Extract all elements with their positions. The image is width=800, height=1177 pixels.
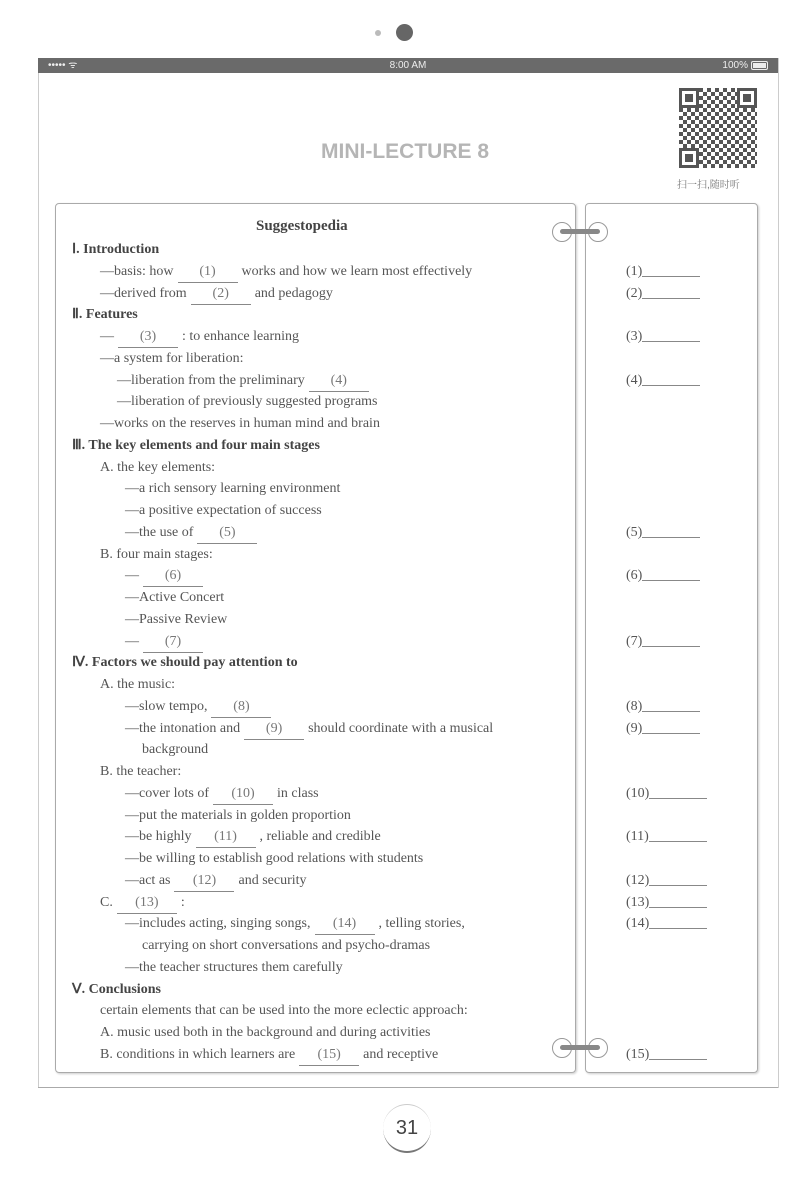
line-text: : to enhance learning	[182, 329, 300, 344]
outline-line	[125, 958, 343, 978]
answer-number: (8)	[626, 698, 643, 714]
answer-slot[interactable]	[626, 697, 700, 717]
answer-number: (6)	[626, 568, 643, 584]
outline-line	[117, 392, 378, 412]
answer-line[interactable]	[642, 632, 700, 647]
line-text: —includes acting, singing songs,	[125, 916, 311, 932]
line-text: —the intonation and	[125, 720, 241, 736]
outline-line	[125, 784, 319, 805]
fill-in-blank: (12)	[174, 871, 234, 892]
answer-line[interactable]	[649, 914, 707, 929]
outline-line	[100, 545, 213, 565]
line-text: —put the materials in golden proportion	[125, 807, 351, 823]
line-text: works and how we learn most effectively	[241, 263, 473, 279]
status-time: 8:00 AM	[389, 60, 427, 71]
binder-ring-icon	[552, 222, 608, 242]
answer-line[interactable]	[649, 784, 707, 799]
answer-line[interactable]	[642, 284, 700, 299]
fill-in-blank: (1)	[178, 262, 238, 283]
line-text: , telling stories,	[378, 916, 465, 932]
answer-number: (10)	[626, 785, 650, 801]
line-text: A. music used both in the background and during activities	[100, 1025, 431, 1040]
outline-line	[142, 936, 430, 956]
outline-line	[100, 327, 299, 348]
answer-slot[interactable]	[626, 523, 700, 543]
answer-slot[interactable]	[626, 827, 707, 847]
line-text: —act as	[125, 872, 171, 888]
outline-line	[142, 740, 208, 760]
line-text: —liberation from the preliminary	[117, 372, 305, 388]
line-text: —a system for liberation:	[100, 350, 244, 366]
line-text: A. the key elements:	[100, 459, 216, 475]
fill-in-blank: (4)	[309, 371, 369, 392]
line-text: —be highly	[125, 829, 192, 845]
fill-in-blank: (10)	[213, 784, 273, 805]
answer-number: (3)	[626, 329, 643, 344]
line-text: —cover lots of	[125, 785, 209, 801]
line-text: Ⅲ. The key elements and four main stages	[72, 437, 320, 453]
outline-line	[125, 479, 340, 499]
answer-slot[interactable]	[626, 566, 700, 586]
answer-number: (5)	[626, 524, 643, 540]
answer-number: (1)	[626, 263, 643, 279]
answer-slot[interactable]	[626, 1045, 707, 1065]
outline-line	[100, 284, 333, 305]
worksheet-subtitle: Suggestopedia	[256, 218, 348, 234]
section-heading	[72, 305, 138, 325]
line-text: —the teacher structures them carefully	[125, 959, 343, 975]
answer-line[interactable]	[642, 523, 700, 538]
line-text: B. conditions in which learners are	[100, 1046, 296, 1062]
line-text: B. the teacher:	[100, 764, 182, 779]
answer-slot[interactable]	[626, 871, 707, 891]
answer-slot[interactable]	[626, 284, 700, 304]
divider	[38, 1087, 778, 1088]
line-text: —	[125, 568, 139, 584]
line-text: —the use of	[125, 524, 194, 540]
line-text: Ⅰ. Introduction	[72, 242, 160, 257]
answer-line[interactable]	[649, 871, 707, 886]
line-text: C.	[100, 894, 113, 910]
fill-in-blank: (6)	[143, 566, 203, 587]
line-text: Ⅴ. Conclusions	[72, 981, 161, 997]
answer-slot[interactable]	[626, 262, 700, 282]
line-text: , reliable and credible	[259, 829, 381, 845]
answer-line[interactable]	[642, 566, 700, 581]
page-indicator-dot[interactable]	[375, 30, 381, 36]
line-text: and pedagogy	[254, 285, 333, 301]
outline-line	[100, 414, 380, 434]
fill-in-blank: (9)	[244, 719, 304, 740]
answer-number: (15)	[626, 1046, 650, 1062]
line-text: —a positive expectation of success	[125, 503, 322, 518]
line-text: background	[142, 742, 209, 758]
line-text: in class	[276, 785, 319, 801]
answer-line[interactable]	[642, 719, 700, 734]
signal-wifi-icon: ••••• ᯤ	[48, 60, 78, 71]
battery-icon	[751, 61, 768, 70]
outline-line	[117, 371, 373, 392]
outline-line	[100, 458, 215, 478]
answer-number: (9)	[626, 720, 643, 736]
answer-slot[interactable]	[626, 632, 700, 652]
answer-slot[interactable]	[626, 327, 700, 347]
answer-line[interactable]	[642, 697, 700, 712]
answer-number: (13)	[626, 894, 650, 910]
answer-number: (7)	[626, 633, 643, 649]
line-text: —derived from	[100, 285, 187, 301]
binder-ring-icon	[552, 1038, 608, 1058]
outline-line	[125, 827, 381, 848]
fill-in-blank: (11)	[196, 827, 256, 848]
outline-line	[100, 893, 185, 914]
outline-line	[125, 849, 423, 869]
line-text: Ⅱ. Features	[72, 307, 138, 323]
line-text: —be willing to establish good relations with students	[125, 851, 424, 866]
outline-line	[125, 697, 275, 718]
line-text: and security	[238, 872, 307, 888]
fill-in-blank: (7)	[143, 632, 203, 653]
answer-slot[interactable]	[626, 784, 707, 804]
answer-slot[interactable]	[626, 914, 707, 934]
page-number: 31	[383, 1104, 431, 1153]
line-text: —slow tempo,	[125, 698, 208, 714]
qr-code-icon[interactable]	[679, 88, 757, 168]
answer-slot[interactable]	[626, 893, 707, 913]
page-title: MINI-LECTURE 8	[321, 140, 489, 163]
outline-line	[125, 871, 307, 892]
fill-in-blank: (15)	[299, 1045, 359, 1066]
line-text: —works on the reserves in human mind and brain	[100, 416, 380, 431]
answer-number: (12)	[626, 872, 650, 888]
answer-number: (14)	[626, 916, 650, 932]
outline-line	[125, 719, 493, 740]
outline-line	[125, 914, 465, 935]
line-text: and receptive	[363, 1046, 439, 1062]
outline-line	[125, 523, 261, 544]
line-text: —Active Concert	[125, 590, 225, 605]
qr-caption: 扫一扫,随时听	[677, 180, 740, 191]
outline-line	[125, 501, 322, 521]
outline-line	[100, 349, 243, 369]
answer-number: (4)	[626, 372, 643, 388]
section-heading	[72, 240, 159, 260]
section-heading	[72, 653, 298, 673]
line-text: —	[125, 633, 139, 649]
line-text: —basis: how	[100, 263, 174, 279]
section-heading	[72, 436, 320, 456]
outline-line	[125, 610, 227, 630]
answer-line[interactable]	[642, 262, 700, 277]
answer-line[interactable]	[642, 327, 700, 342]
answer-number: (11)	[626, 829, 649, 845]
fill-in-blank: (14)	[315, 914, 375, 935]
line-text: —	[100, 329, 114, 344]
line-text: :	[180, 894, 185, 910]
answer-number: (2)	[626, 285, 643, 301]
fill-in-blank: (13)	[117, 893, 177, 914]
line-text: —liberation of previously suggested programs	[117, 394, 378, 410]
answer-line[interactable]	[649, 827, 707, 842]
line-text: A. the music:	[100, 677, 176, 692]
answer-slot[interactable]	[626, 719, 700, 739]
status-bar	[38, 58, 778, 73]
outline-line	[100, 1045, 438, 1066]
page-indicator-dot-active[interactable]	[396, 24, 413, 41]
line-text: B. four main stages:	[100, 546, 213, 562]
line-text: Ⅳ. Factors we should pay attention to	[72, 655, 298, 671]
battery-percent: 100%	[722, 60, 748, 71]
outline-line	[100, 1001, 468, 1021]
outline-line	[100, 762, 181, 782]
answer-line[interactable]	[649, 893, 707, 908]
outline-line	[125, 806, 351, 826]
fill-in-blank: (3)	[118, 327, 178, 348]
answer-line[interactable]	[642, 371, 700, 386]
line-text: carrying on short conversations and psycho-dramas	[142, 938, 431, 953]
fill-in-blank: (8)	[211, 697, 271, 718]
answer-line[interactable]	[649, 1045, 707, 1060]
answer-slot[interactable]	[626, 371, 700, 391]
fill-in-blank: (5)	[197, 523, 257, 544]
line-text: —Passive Review	[125, 611, 228, 627]
line-text: —a rich sensory learning environment	[125, 481, 341, 497]
outline-line	[125, 632, 207, 653]
fill-in-blank: (2)	[191, 284, 251, 305]
outline-line	[100, 675, 175, 695]
section-heading	[72, 980, 161, 1000]
line-text: should coordinate with a musical	[308, 720, 494, 736]
outline-line	[100, 262, 472, 283]
line-text: certain elements that can be used into the more eclectic approach:	[100, 1003, 468, 1019]
outline-line	[125, 588, 224, 608]
outline-line	[125, 566, 207, 587]
outline-line	[100, 1023, 431, 1043]
